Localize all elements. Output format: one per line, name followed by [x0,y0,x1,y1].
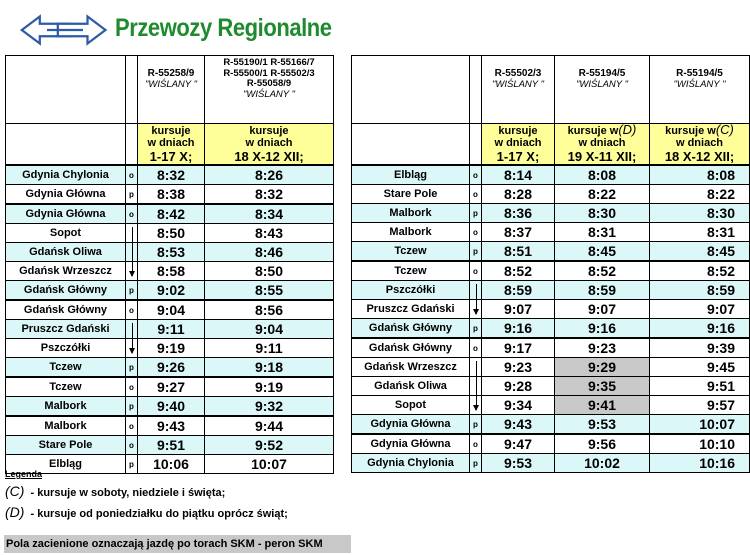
station-name: Gdańsk Główny [6,300,126,320]
departure-time: 8:50 [205,262,334,281]
header-blank [470,124,482,166]
departure-time: 8:22 [650,185,750,204]
departure-time: 9:44 [205,416,334,436]
departure-time: 9:43 [482,415,555,435]
running-days-label: w dniach [245,136,293,149]
station-name: Pruszcz Gdański [352,300,470,319]
departure-time: 9:51 [650,377,750,396]
arrival-departure-marker: o [126,165,138,185]
departure-time: 9:41 [555,396,650,415]
running-days-label: kursuje w [665,125,716,137]
departure-time: 8:45 [650,242,750,262]
station-name: Sopot [352,396,470,415]
arrival-departure-marker: p [470,319,482,339]
departure-time: 9:18 [205,358,334,378]
departure-time: 9:16 [650,319,750,339]
timetable-row [352,434,750,454]
timetable-row [6,262,334,281]
departure-time: 9:19 [138,339,205,358]
departure-time: 8:36 [482,204,555,223]
timetable-row [352,242,750,262]
header-blank [352,124,470,166]
departure-time: 8:32 [205,185,334,205]
departure-time: 9:32 [205,397,334,417]
station-name: Tczew [6,358,126,378]
timetable-row [352,338,750,358]
running-days-dates: 1-17 X; [149,148,193,164]
timetable-row [6,436,334,455]
station-name: Pszczółki [6,339,126,358]
arrival-departure-marker: o [126,436,138,455]
station-name: Stare Pole [352,185,470,204]
departure-time: 10:16 [650,454,750,473]
departure-time: 9:07 [650,300,750,319]
departure-time: 9:52 [205,436,334,455]
timetable-row [6,377,334,397]
train-number: R-55058/9 [246,78,292,89]
header-blank [470,56,482,124]
timetable-row [6,455,334,474]
train-number-header [482,56,555,124]
train-number: R-55258/9 [147,68,195,79]
departure-time: 8:46 [205,243,334,262]
departure-time: 9:04 [205,320,334,339]
departure-time: 8:45 [555,242,650,262]
station-name: Gdańsk Główny [352,319,470,339]
running-days-header [650,124,750,166]
departure-time: 9:40 [138,397,205,417]
timetable-row [6,165,334,185]
timetable-row [352,300,750,319]
station-name: Malbork [6,397,126,417]
running-days-label: w dniach [578,137,626,149]
departure-time: 9:56 [555,434,650,454]
legend-d-entry [5,504,288,520]
running-days-header [205,124,334,166]
departure-time: 8:59 [482,281,555,300]
train-name: "WIŚLANY " [673,79,726,90]
station-name: Gdynia Chylonia [6,165,126,185]
pass-through-arrow-icon [476,284,477,314]
departure-time: 8:28 [482,185,555,204]
departure-time: 9:27 [138,377,205,397]
station-name: Gdynia Główna [352,434,470,454]
legend-d-text: - kursuje od poniedziałku do piątku oprócz świąt; [30,508,288,520]
departure-time: 8:52 [482,261,555,281]
timetable-row [352,377,750,396]
legend-title: Legenda [5,469,43,479]
timetable-row [352,281,750,300]
running-days-label: w dniach [675,137,724,149]
train-name: "WIŚLANY " [492,79,544,90]
departure-time: 9:17 [482,338,555,358]
timetable-right [351,55,750,473]
train-name: "WIŚLANY " [576,79,628,90]
departure-time: 8:58 [138,262,205,281]
arrival-departure-marker: p [126,281,138,301]
station-name: Elbląg [352,165,470,185]
departure-time: 9:23 [482,358,555,377]
departure-time: 9:34 [482,396,555,415]
arrival-departure-marker: p [126,455,138,474]
arrival-departure-marker: p [126,358,138,378]
legend-c-entry [5,483,225,499]
skm-shading-note: Pola zacienione oznaczają jazdę po torach SKM - peron SKM [4,535,351,553]
header-blank [6,56,126,124]
train-number: R-55500/1 R-55502/3 [223,67,315,79]
train-number-header [205,56,334,124]
departure-time: 9:04 [138,300,205,320]
departure-time: 10:10 [650,434,750,454]
departure-time: 8:08 [650,165,750,185]
running-days-dates: 18 X-12 XII; [234,148,304,164]
header-blank [126,56,138,124]
arrival-departure-marker: o [470,434,482,454]
departure-time: 8:53 [138,243,205,262]
running-days-header [555,124,650,166]
arrival-departure-marker: o [470,223,482,242]
departure-time: 9:53 [555,415,650,435]
departure-time: 9:23 [555,338,650,358]
station-name: Gdynia Chylonia [352,454,470,473]
arrival-departure-marker: o [470,261,482,281]
departure-time: 8:43 [205,224,334,243]
arrival-departure-marker: o [470,165,482,185]
timetable-row [352,223,750,242]
timetable-row [6,281,334,301]
departure-time: 8:37 [482,223,555,242]
timetable-row [352,415,750,435]
running-days-label: w dniach [147,136,195,149]
departure-time: 9:45 [650,358,750,377]
departure-time: 9:16 [555,319,650,339]
departure-time: 9:07 [555,300,650,319]
departure-time: 8:32 [138,165,205,185]
header-blank [352,56,470,124]
departure-time: 9:57 [650,396,750,415]
running-days-symbol: (C) [715,123,734,137]
legend-c-symbol: (C) [5,483,25,499]
station-name: Malbork [352,204,470,223]
departure-time: 8:52 [555,261,650,281]
departure-time: 8:59 [650,281,750,300]
station-name: Sopot [6,224,126,243]
station-name: Gdańsk Wrzeszcz [352,358,470,377]
train-number: R-55194/5 [676,68,723,79]
running-days-label: kursuje w [567,125,619,137]
departure-time: 8:42 [138,204,205,224]
timetable-row [352,396,750,415]
departure-time: 8:08 [555,165,650,185]
arrival-departure-marker: o [126,300,138,320]
departure-time: 8:14 [482,165,555,185]
legend-d-symbol: (D) [5,504,25,520]
departure-time: 9:43 [138,416,205,436]
departure-time: 9:16 [482,319,555,339]
departure-time: 8:26 [205,165,334,185]
running-days-header [138,124,205,166]
arrival-departure-marker: o [470,338,482,358]
departure-time: 8:52 [650,261,750,281]
arrival-departure-marker: p [470,242,482,262]
legend-c-text: - kursuje w soboty, niedziele i święta; [30,487,226,499]
timetable-row [6,224,334,243]
departure-time: 9:53 [482,454,555,473]
station-name: Malbork [352,223,470,242]
timetable-row [352,454,750,473]
arrival-departure-marker: o [470,185,482,204]
station-name: Tczew [352,242,470,262]
arrival-departure-marker: p [470,415,482,435]
timetable-row [6,358,334,378]
header-blank [126,124,138,166]
running-days-label: w dniach [494,136,542,149]
timetable-row [6,320,334,339]
departure-time: 10:06 [138,455,205,474]
running-days-dates: 18 X-12 XII; [664,149,735,164]
station-name: Stare Pole [6,436,126,455]
timetable-row [352,358,750,377]
departure-time: 8:55 [205,281,334,301]
arrival-departure-marker: p [470,204,482,223]
station-name: Tczew [6,377,126,397]
arrival-departure-marker: o [126,377,138,397]
running-days-dates: 19 X-11 XII; [567,149,637,164]
departure-time: 8:30 [555,204,650,223]
departure-time: 8:59 [555,281,650,300]
arrival-departure-marker: p [126,397,138,417]
departure-time: 9:19 [205,377,334,397]
departure-time: 9:51 [138,436,205,455]
timetable-row [352,204,750,223]
station-name: Gdańsk Główny [6,281,126,301]
train-name: "WIŚLANY " [243,88,295,100]
train-number: R-55190/1 R-55166/7 [223,57,315,68]
departure-time: 8:34 [205,204,334,224]
pass-through-arrow-icon [132,323,133,353]
running-days-label: kursuje [249,124,289,137]
station-name: Tczew [352,261,470,281]
timetable-row [6,243,334,262]
departure-time: 9:26 [138,358,205,378]
timetable-row [6,416,334,436]
station-name: Gdańsk Oliwa [352,377,470,396]
arrival-departure-marker: p [470,454,482,473]
train-number-header [555,56,650,124]
header-blank [6,124,126,166]
departure-time: 9:11 [138,320,205,339]
timetable-row [6,185,334,205]
timetable-row [6,397,334,417]
station-name: Gdańsk Oliwa [6,243,126,262]
station-name: Malbork [6,416,126,436]
station-name: Gdynia Główna [6,185,126,205]
departure-time: 8:31 [650,223,750,242]
departure-time: 9:47 [482,434,555,454]
timetable-row [6,339,334,358]
departure-time: 8:38 [138,185,205,205]
timetable-row [352,261,750,281]
departure-time: 9:02 [138,281,205,301]
station-name: Pszczółki [352,281,470,300]
departure-time: 8:31 [555,223,650,242]
brand-logo-arrows-icon [15,12,115,48]
timetable-row [352,319,750,339]
departure-time: 8:50 [138,224,205,243]
timetable-row [352,165,750,185]
timetable-row [352,185,750,204]
running-days-label: kursuje [151,124,191,137]
departure-time: 9:11 [205,339,334,358]
departure-time: 8:22 [555,185,650,204]
departure-time: 9:39 [650,338,750,358]
station-name: Elbląg [6,455,126,474]
running-days-dates: 1-17 X; [496,148,540,164]
departure-time: 9:28 [482,377,555,396]
departure-time: 10:07 [650,415,750,435]
running-days-symbol: (D) [618,123,637,137]
departure-time: 8:56 [205,300,334,320]
pass-through-arrow-icon [132,227,133,276]
train-number-header [650,56,750,124]
station-name: Gdańsk Wrzeszcz [6,262,126,281]
station-name: Gdańsk Główny [352,338,470,358]
arrival-departure-marker: o [126,204,138,224]
train-number: R-55502/3 [494,68,542,79]
timetable-row [6,204,334,224]
running-days-label: kursuje [498,124,538,137]
brand-name: Przewozy Regionalne [115,14,332,42]
station-name: Pruszcz Gdański [6,320,126,339]
departure-time: 9:35 [555,377,650,396]
station-name: Gdynia Główna [6,204,126,224]
timetable-row [6,300,334,320]
station-name: Gdynia Główna [352,415,470,435]
train-number: R-55194/5 [578,68,626,79]
arrival-departure-marker: p [126,185,138,205]
train-name: "WIŚLANY " [145,79,197,90]
running-days-header [482,124,555,166]
departure-time: 10:02 [555,454,650,473]
departure-time: 8:30 [650,204,750,223]
departure-time: 8:51 [482,242,555,262]
departure-time: 10:07 [205,455,334,474]
train-number-header [138,56,205,124]
departure-time: 9:07 [482,300,555,319]
departure-time: 9:29 [555,358,650,377]
timetable-left [5,55,334,474]
arrival-departure-marker: o [126,416,138,436]
pass-through-arrow-icon [476,361,477,410]
